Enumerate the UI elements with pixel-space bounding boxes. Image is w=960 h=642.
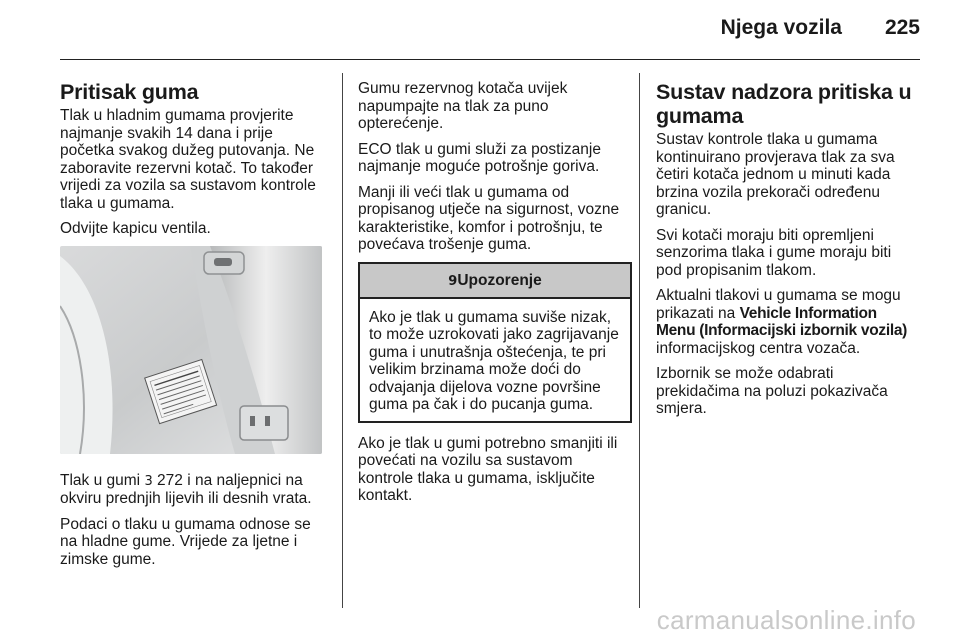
warning-header: [360, 264, 630, 299]
text-segment: Aktualni tlakovi u gumama se mogu prikazati na: [656, 287, 901, 322]
paragraph: Gumu rezervnog kotača uvijek napumpajte na tlak za puno opterećenje.: [358, 80, 568, 132]
section-heading-tpms: Sustav nadzora pritiska u gumama: [656, 80, 912, 128]
watermark: carmanualsonline.info: [656, 605, 916, 635]
paragraph: Manji ili veći tlak u gumama od propisanog utječe na sigurnost, vozne karakteristike, komfor i potrošnju, te povećava trošenje guma.: [358, 183, 620, 253]
page-reference-link[interactable]: 272: [157, 471, 183, 489]
paragraph: Tlak u hladnim gumama provjerite najmanje svakih 14 dana i prije početka svakog dužeg putovanja. Ne zaboravite rezervni kotač. To također vrijedi za vozila sa sustavom kontrole tlaka u gumama.: [60, 107, 316, 212]
section-heading-tyre-pressure: Pritisak guma: [60, 80, 199, 104]
warning-box: [358, 262, 632, 423]
menu-name-bold: Vehicle Information Menu (Informacijski izbornik vozila): [656, 304, 908, 339]
paragraph: ECO tlak u gumi služi za postizanje najmanje moguće potrošnje goriva.: [358, 140, 601, 175]
paragraph: Izbornik se može odabrati prekidačima na poluzi pokazivača smjera.: [656, 365, 888, 417]
paragraph: Sustav kontrole tlaka u gumama kontinuirano provjerava tlak za sva četiri kotača jednom u minuti kada brzina vozila prekorači određenu granicu.: [656, 131, 895, 218]
paragraph-tyre-pressure-reference: [60, 472, 326, 508]
left-column: [60, 80, 326, 576]
warning-title: Upozorenje: [457, 271, 542, 289]
right-column: [656, 80, 918, 426]
text-segment: informacijskog centra vozača.: [656, 339, 861, 357]
reference-label: Tlak u gumi: [60, 471, 141, 489]
header-rule: [60, 59, 920, 60]
page-number: 225: [884, 16, 920, 39]
reference-rest: i na naljepnici na okviru prednjih lijevih ili desnih vrata.: [60, 471, 312, 507]
paragraph-menu-reference: [656, 287, 918, 357]
paragraph: Podaci o tlaku u gumama odnose se na hladne gume. Vrijede za ljetne i zimske gume.: [60, 515, 311, 568]
warning-body: Ako je tlak u gumama suviše nizak, to može uzrokovati jako zagrijavanje guma i unutrašnja oštećenja, te pri velikim brzinama može doći do odvajanja dijelova vozne površine guma pa čak i do pucanja guma.: [369, 308, 619, 413]
page-reference-arrow-icon: 3: [144, 473, 153, 489]
paragraph: Odvijte kapicu ventila.: [60, 220, 211, 237]
column-divider-left: [342, 73, 343, 608]
warning-icon: 9: [448, 273, 458, 289]
paragraph: Ako je tlak u gumi potrebno smanjiti ili povećati na vozilu sa sustavom kontrole tlaka u gumama, isključite kontakt.: [358, 434, 618, 504]
paragraph: Svi kotači moraju biti opremljeni senzorima tlaka i gume moraju biti pod propisanim tlakom.: [656, 226, 892, 279]
column-divider-right: [639, 73, 640, 608]
page-header-title: Njega vozila: [720, 16, 842, 39]
door-frame-label-photo: [60, 246, 322, 454]
middle-column: [358, 80, 630, 513]
